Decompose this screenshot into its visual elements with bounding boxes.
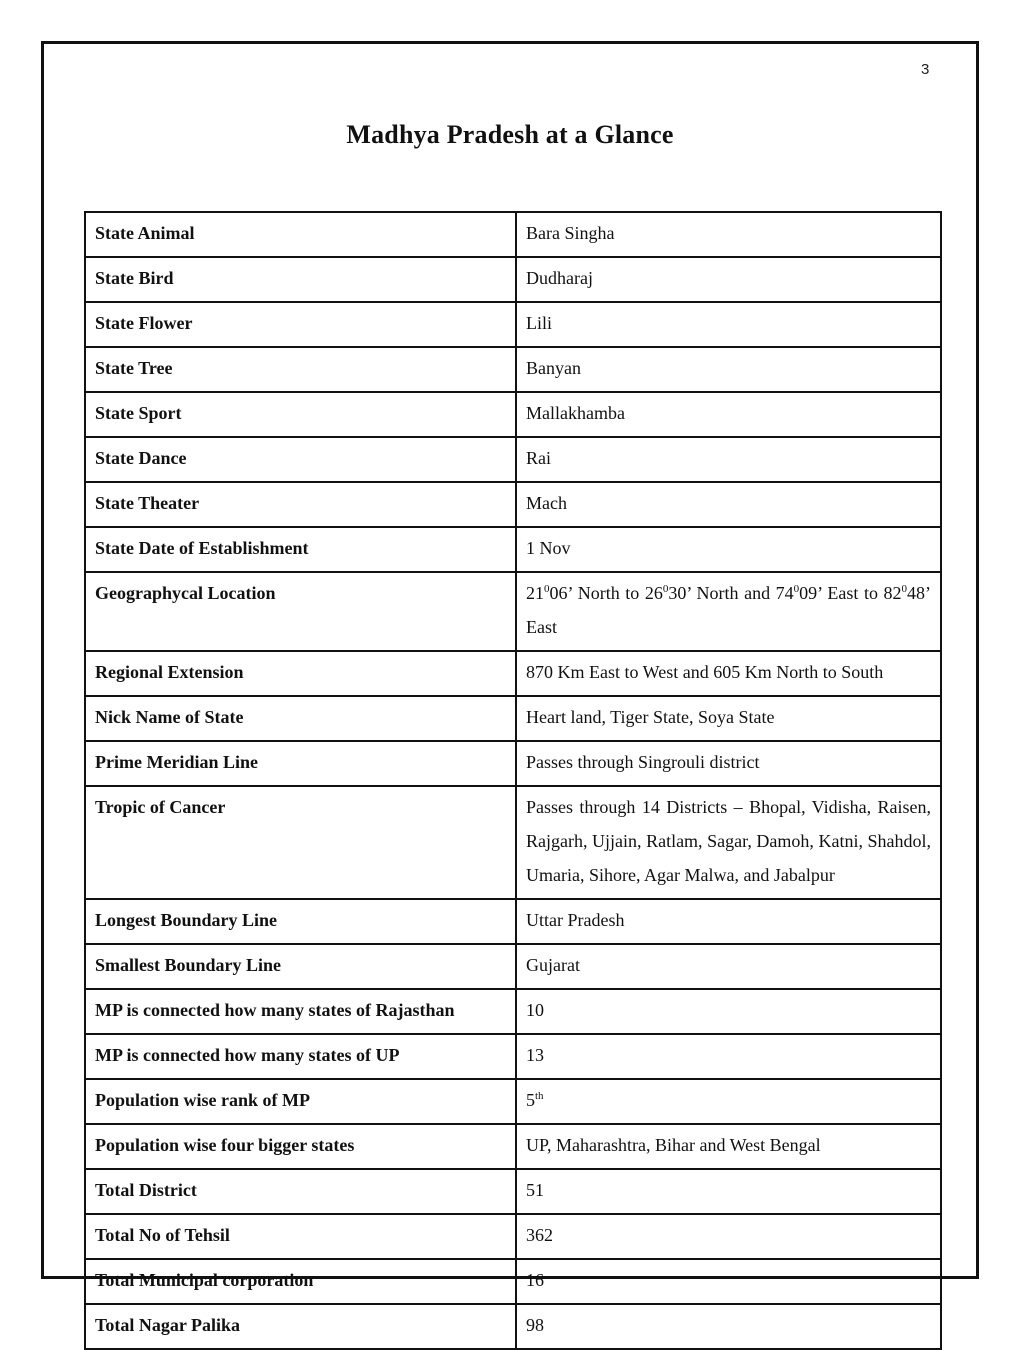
row-value: Bara Singha (516, 212, 941, 257)
row-label: State Tree (85, 347, 516, 392)
table-row (85, 651, 941, 696)
table-row (85, 786, 941, 899)
row-value: Rai (516, 437, 941, 482)
row-value-tropic-of-cancer: Passes through 14 Districts – Bhopal, Vidisha, Raisen, Rajgarh, Ujjain, Ratlam, Sagar, Damoh, Katni, Shahdol, Umaria, Sihore, Agar Malwa, and Jabalpur (516, 786, 941, 899)
row-label: Population wise four bigger states (85, 1124, 516, 1169)
table-row (85, 1169, 941, 1214)
table-row (85, 741, 941, 786)
row-label: State Theater (85, 482, 516, 527)
rank-number: 5 (526, 1090, 535, 1110)
row-label: Population wise rank of MP (85, 1079, 516, 1124)
row-label: Nick Name of State (85, 696, 516, 741)
row-value-geographical-location (516, 572, 941, 651)
row-value: 362 (516, 1214, 941, 1259)
table-row (85, 696, 941, 741)
row-value: 10 (516, 989, 941, 1034)
row-value: Uttar Pradesh (516, 899, 941, 944)
geo-text: 21 (526, 583, 544, 603)
page-title: Madhya Pradesh at a Glance (346, 120, 674, 149)
table-row (85, 392, 941, 437)
row-value: Passes through Singrouli district (516, 741, 941, 786)
row-label: State Animal (85, 212, 516, 257)
row-label: MP is connected how many states of UP (85, 1034, 516, 1079)
degree-sup: 0 (662, 583, 669, 595)
row-value: Dudharaj (516, 257, 941, 302)
row-value: 13 (516, 1034, 941, 1079)
row-value-population-rank (516, 1079, 941, 1124)
row-label: Total Nagar Palika (85, 1304, 516, 1349)
row-label: Smallest Boundary Line (85, 944, 516, 989)
row-value: 98 (516, 1304, 941, 1349)
table-row (85, 347, 941, 392)
table-row (85, 1034, 941, 1079)
row-label: Tropic of Cancer (85, 786, 516, 899)
degree-sup: 0 (544, 583, 550, 595)
row-label: Regional Extension (85, 651, 516, 696)
table-row (85, 1124, 941, 1169)
row-value: Lili (516, 302, 941, 347)
table-row (85, 482, 941, 527)
row-value: Mach (516, 482, 941, 527)
table-row (85, 989, 941, 1034)
rank-suffix: th (535, 1090, 544, 1102)
geo-text: 48’ East (526, 583, 931, 637)
row-value: Gujarat (516, 944, 941, 989)
degree-sup: 0 (793, 583, 800, 595)
row-value: 870 Km East to West and 605 Km North to South (516, 651, 941, 696)
row-label: Longest Boundary Line (85, 899, 516, 944)
table-row (85, 1214, 941, 1259)
row-label: Total District (85, 1169, 516, 1214)
geo-text: 09’ East to 82 (799, 583, 902, 603)
row-value: Mallakhamba (516, 392, 941, 437)
table-row (85, 212, 941, 257)
table-row (85, 437, 941, 482)
geo-text: 06’ North to 26 (549, 583, 663, 603)
row-value: Banyan (516, 347, 941, 392)
table-row (85, 899, 941, 944)
row-value: Heart land, Tiger State, Soya State (516, 696, 941, 741)
degree-sup: 0 (901, 583, 907, 595)
row-label: Geographycal Location (85, 572, 516, 651)
table-row (85, 257, 941, 302)
row-label: State Sport (85, 392, 516, 437)
geo-text: 30’ North and 74 (668, 583, 794, 603)
row-label: MP is connected how many states of Rajasthan (85, 989, 516, 1034)
row-label: State Dance (85, 437, 516, 482)
row-label: State Flower (85, 302, 516, 347)
page-number: 3 (921, 61, 930, 78)
facts-table (84, 211, 942, 1350)
row-label: State Bird (85, 257, 516, 302)
row-value: 51 (516, 1169, 941, 1214)
row-label: Total No of Tehsil (85, 1214, 516, 1259)
table-row (85, 944, 941, 989)
table-row (85, 1304, 941, 1349)
table-row (85, 1259, 941, 1304)
table-row (85, 302, 941, 347)
row-label: State Date of Establishment (85, 527, 516, 572)
row-label: Prime Meridian Line (85, 741, 516, 786)
row-label: Total Municipal corporation (85, 1259, 516, 1304)
row-value: 16 (516, 1259, 941, 1304)
row-value: UP, Maharashtra, Bihar and West Bengal (516, 1124, 941, 1169)
table-row (85, 1079, 941, 1124)
row-value: 1 Nov (516, 527, 941, 572)
table-row (85, 527, 941, 572)
table-row (85, 572, 941, 651)
